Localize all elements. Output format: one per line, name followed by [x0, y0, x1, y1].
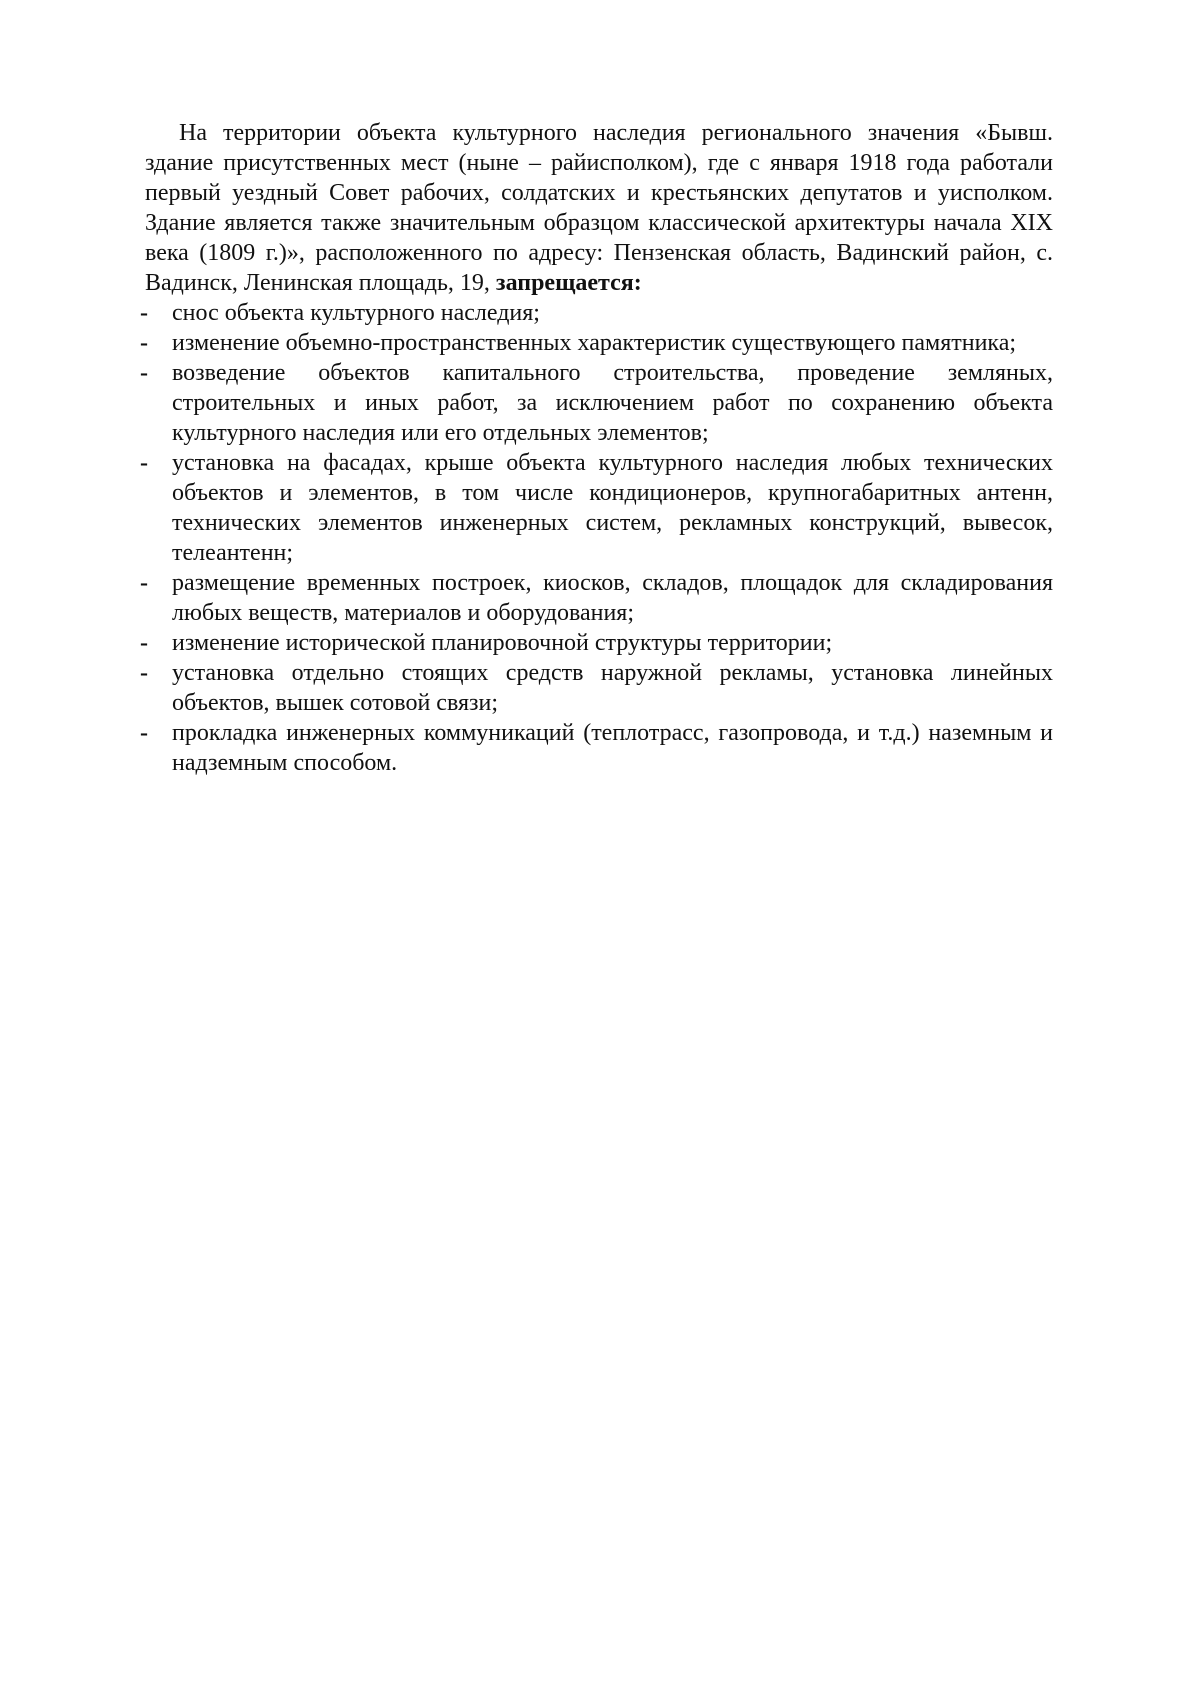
- intro-emphasis: запрещается:: [495, 270, 642, 296]
- list-item-text: изменение объемно-пространственных характеристик существующего памятника;: [172, 330, 1017, 356]
- list-item: [140, 718, 1053, 778]
- list-item-text: установка на фасадах, крыше объекта культурного наследия любых технических объектов и элементов, в том числе кондиционеров, крупногабаритных антенн, технических элементов инженерных систем, рекламных конструкций, вывесок, телеантенн;: [172, 450, 1053, 566]
- bullet-marker: -: [140, 570, 148, 596]
- list-item-text: установка отдельно стоящих средств наружной рекламы, установка линейных объектов, вышек сотовой связи;: [172, 660, 1053, 716]
- list-item-text: изменение исторической планировочной структуры территории;: [172, 630, 833, 656]
- document-body: [140, 118, 1053, 778]
- list-item: [140, 328, 1053, 358]
- list-item: [140, 628, 1053, 658]
- list-item: [140, 358, 1053, 448]
- list-item: [140, 298, 1053, 328]
- bullet-marker: -: [140, 660, 148, 686]
- list-item-text: размещение временных построек, киосков, складов, площадок для складирования любых веществ, материалов и оборудования;: [172, 570, 1053, 626]
- bullet-marker: -: [140, 630, 148, 656]
- prohibitions-list: [140, 298, 1053, 778]
- bullet-marker: -: [140, 330, 148, 356]
- bullet-marker: -: [140, 360, 148, 386]
- list-item: [140, 658, 1053, 718]
- bullet-marker: -: [140, 450, 148, 476]
- list-item-text: прокладка инженерных коммуникаций (теплотрасс, газопровода, и т.д.) наземным и надземным способом.: [172, 720, 1053, 776]
- intro-paragraph: [145, 118, 1053, 298]
- intro-text: На территории объекта культурного наследия регионального значения «Бывш. здание присутственных мест (ныне – райисполком), где с января 1918 года работали первый уездный Совет рабочих, солдатских и крестьянских депутатов и уисполком. Здание является также значительным образцом классической архитектуры начала XIX века (1809 г.)», расположенного по адресу: Пензенская область, Вадинский район, с. Вадинск, Ленинская площадь, 19,: [145, 120, 1053, 296]
- bullet-marker: -: [140, 300, 148, 326]
- list-item-text: снос объекта культурного наследия;: [172, 300, 540, 326]
- list-item: [140, 568, 1053, 628]
- bullet-marker: -: [140, 720, 148, 746]
- list-item: [140, 448, 1053, 568]
- list-item-text: возведение объектов капитального строительства, проведение земляных, строительных и иных работ, за исключением работ по сохранению объекта культурного наследия или его отдельных элементов;: [172, 360, 1053, 446]
